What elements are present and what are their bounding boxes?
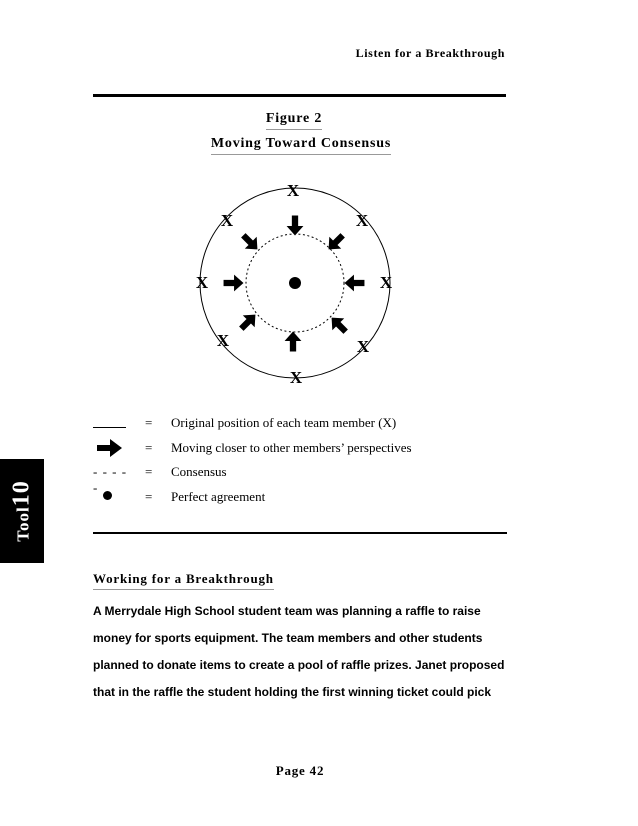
consensus-diagram <box>180 170 410 400</box>
arrow-icon <box>326 312 352 338</box>
running-header: Listen for a Breakthrough <box>355 46 505 60</box>
member-x-marker: X <box>195 273 209 292</box>
member-x-marker: X <box>286 181 300 200</box>
body-line: money for sports equipment. The team members and other students <box>93 631 483 645</box>
header-rule <box>93 94 506 97</box>
member-x-marker: X <box>355 211 369 230</box>
tool-tab <box>0 459 44 563</box>
legend-text: Original position of each team member (X) <box>171 415 397 430</box>
solid-line-symbol <box>93 414 129 432</box>
legend-equals: = <box>145 464 153 479</box>
legend-equals: = <box>145 440 153 455</box>
legend-row-moving-closer <box>93 439 493 457</box>
page-number: Page 42 <box>275 763 325 778</box>
legend-row-original-position <box>93 414 493 432</box>
member-x-marker: X <box>379 273 393 292</box>
legend-text: Perfect agreement <box>171 489 266 504</box>
arrow-icon <box>285 332 302 352</box>
figure-bottom-rule <box>93 532 507 534</box>
member-x-marker: X <box>356 337 370 356</box>
body-line: A Merrydale High School student team was planning a raffle to raise <box>93 604 481 618</box>
arrow-icon <box>323 229 349 255</box>
body-paragraph <box>93 598 513 706</box>
member-x-marker: X <box>289 368 303 387</box>
dashed-line-symbol: - - - - - <box>93 464 128 495</box>
arrow-right-icon <box>93 439 129 457</box>
legend-equals: = <box>145 489 153 504</box>
member-x-marker: X <box>216 331 230 350</box>
dot-icon <box>93 488 129 506</box>
arrow-icon <box>224 275 244 292</box>
figure-title: Moving Toward Consensus <box>0 136 602 155</box>
legend-row-consensus <box>93 463 493 495</box>
legend-equals: = <box>145 415 153 430</box>
legend-text: Moving closer to other members’ perspectives <box>171 440 412 455</box>
figure-number: Figure 2 <box>0 111 588 130</box>
section-heading: Working for a Breakthrough <box>93 571 274 590</box>
arrow-icon <box>345 275 365 292</box>
legend-text: Consensus <box>171 464 227 479</box>
member-x-marker: X <box>220 211 234 230</box>
arrow-icon <box>287 216 304 236</box>
arrow-icon <box>235 309 261 335</box>
arrow-icon <box>237 229 263 255</box>
body-line: planned to donate items to create a pool of raffle prizes. Janet proposed <box>93 658 505 672</box>
perfect-agreement-dot <box>289 277 301 289</box>
tool-tab-label: Tool10 <box>8 480 35 542</box>
body-line: that in the raffle the student holding the first winning ticket could pick <box>93 685 492 699</box>
legend-row-perfect-agreement <box>93 488 493 506</box>
